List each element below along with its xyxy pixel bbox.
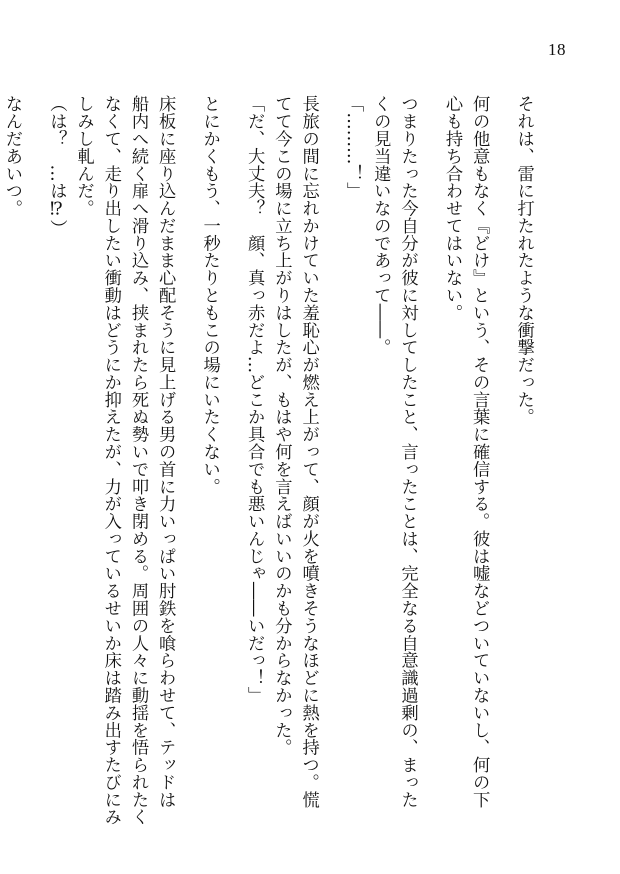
text-line: それは、雷に打たれたような衝撃だった。 [513, 95, 534, 426]
text-line: （は？ …は⁉） [46, 95, 67, 237]
text-line: 長旅の間に忘れかけていた羞恥心が燃え上がって、顔が火を噴きそうなほどに熱を持つ。慌 [298, 95, 319, 808]
text-line: 心も持ち合わせてはいない。 [442, 95, 462, 322]
body-text [0, 95, 554, 825]
text-line: しみし軋んだ。 [73, 95, 94, 217]
text-line: とにかくもう、一秒たりともこの場にいたくない。 [199, 95, 220, 495]
text-line: 「だ、大丈夫？ 顔、真っ赤だよ…どこか具合でも悪いんじゃ――いだっ！」 [244, 95, 265, 704]
text-line: 何の他意もなく『どけ』という、その言葉に確信する。彼は嘘などついていないし、何の下 [469, 95, 490, 808]
text-line: なくて、走り出したい衝動はどうにか抑えたが、力が入っているせいか床は踏み出すたびにみ [100, 95, 121, 826]
text-line: つまりたった今自分が彼に対してしたこと、言ったことは、完全なる自意識過剰の、まった [397, 95, 418, 808]
text-line: なんだあいつ。 [1, 95, 22, 217]
page-number: 18 [548, 40, 566, 59]
text-line: 「………！」 [343, 95, 364, 200]
text-line: 船内へ続く扉へ滑り込み、挟まれたら死ぬ勢いで叩き閉める。周囲の人々に動揺を悟られたく [127, 95, 148, 826]
text-line: てて今この場に立ち上がりはしたが、もはや何を言えばいいのかも分からなかった。 [271, 95, 292, 756]
text-line: 床板に座り込んだまま心配そうに見上げる男の首に力いっぱい肘鉄を喰らわせて、テッドは [155, 95, 176, 808]
text-line: くの見当違いなのであって――。 [370, 95, 391, 356]
